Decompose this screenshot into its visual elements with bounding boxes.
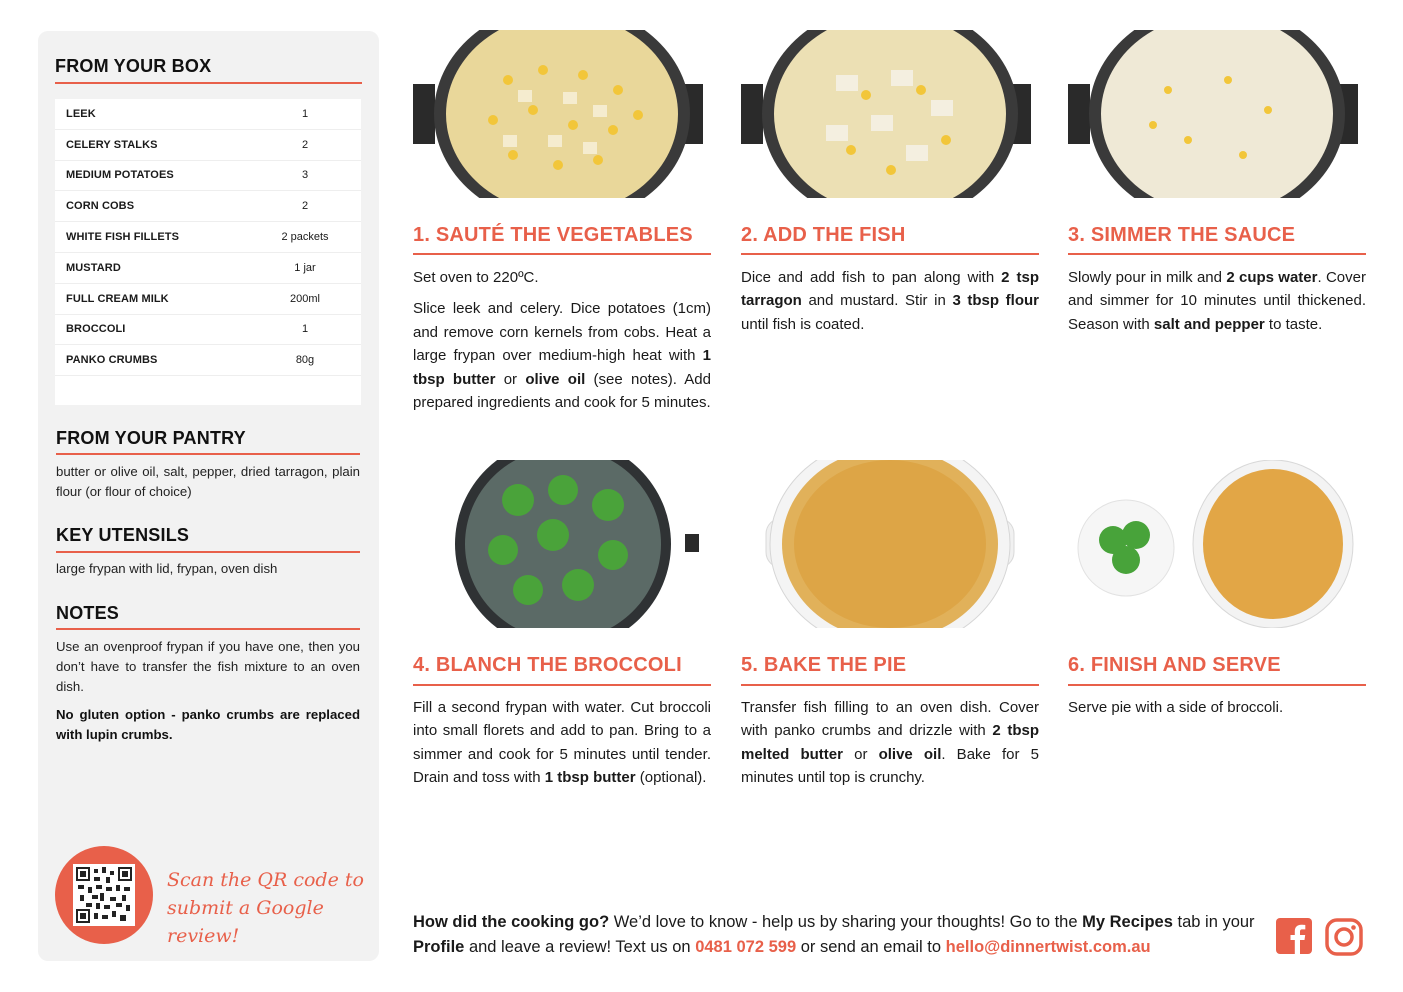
pantry-section-rule bbox=[56, 453, 360, 455]
my-recipes-link[interactable]: My Recipes bbox=[1082, 913, 1173, 931]
box-section-title: FROM YOUR BOX bbox=[55, 56, 212, 76]
step1-title: 1. SAUTÉ THE VEGETABLES bbox=[413, 224, 693, 246]
step4-rule bbox=[413, 684, 711, 686]
ingredient-qty: 1 bbox=[301, 323, 309, 336]
qr-code-icon bbox=[73, 864, 135, 926]
ingredient-row bbox=[55, 345, 361, 376]
feedback-question: How did the cooking go? bbox=[413, 913, 610, 931]
email-link[interactable]: hello@dinnertwist.com.au bbox=[945, 938, 1151, 956]
pantry-text: butter or olive oil, salt, pepper, dried tarragon, plain flour (or flour of choice) bbox=[56, 464, 360, 499]
utensils-section-title: KEY UTENSILS bbox=[56, 525, 190, 545]
ingredient-name: CORN COBS bbox=[66, 200, 135, 213]
utensils-section-rule bbox=[56, 551, 360, 553]
qr-caption-line1: Scan the QR code to bbox=[167, 869, 364, 891]
step5-text: Transfer fish filling to an oven dish. Cover with panko crumbs and drizzle with 2 tbsp melted butter or olive oil. Bake for 5 minutes until top is crunchy. bbox=[741, 699, 1039, 787]
gluten-note: No gluten option - panko crumbs are replaced with lupin crumbs. bbox=[56, 707, 360, 742]
ingredient-row bbox=[55, 222, 361, 253]
step3-photo bbox=[1068, 30, 1366, 198]
ingredient-qty: 2 bbox=[301, 138, 309, 151]
ingredient-qty: 200ml bbox=[290, 292, 320, 305]
ingredient-qty: 80g bbox=[295, 354, 315, 367]
step2-text: Dice and add fish to pan along with 2 tsp tarragon and mustard. Stir in 3 tbsp flour until fish is coated. bbox=[741, 269, 1039, 333]
pantry-section-title: FROM YOUR PANTRY bbox=[56, 428, 246, 448]
step6-rule bbox=[1068, 684, 1366, 686]
step6-text: Serve pie with a side of broccoli. bbox=[1068, 699, 1284, 716]
step1-instructions: Slice leek and celery. Dice potatoes (1cm) and remove corn kernels from cobs. Heat a large frypan over medium-high heat with 1 tbsp butter or olive oil (see notes). Add prepared ingredients and cook for 5 minutes. bbox=[413, 300, 711, 412]
phone-link[interactable]: 0481 072 599 bbox=[695, 938, 797, 956]
step6-title: 6. FINISH AND SERVE bbox=[1068, 654, 1281, 676]
ingredient-name: BROCCOLI bbox=[66, 323, 126, 336]
box-section-rule bbox=[55, 82, 362, 84]
step3-title: 3. SIMMER THE SAUCE bbox=[1068, 224, 1296, 246]
notes-text: Use an ovenproof frypan if you have one, then you don’t have to transfer the fish mixture to an oven dish. bbox=[56, 639, 360, 694]
instagram-icon[interactable] bbox=[1325, 918, 1363, 956]
ingredient-name: FULL CREAM MILK bbox=[66, 292, 169, 305]
step2-title: 2. ADD THE FISH bbox=[741, 224, 906, 246]
ingredient-qty: 3 bbox=[301, 169, 309, 182]
step2-rule bbox=[741, 253, 1039, 255]
ingredient-row bbox=[55, 130, 361, 161]
ingredient-qty: 1 bbox=[301, 107, 309, 120]
qr-badge[interactable] bbox=[55, 846, 153, 944]
ingredient-qty: 2 bbox=[301, 200, 309, 213]
ingredients-table bbox=[55, 99, 361, 405]
qr-caption-line2: submit a Google review! bbox=[167, 897, 324, 947]
ingredient-row bbox=[55, 161, 361, 192]
step5-photo bbox=[741, 460, 1039, 628]
notes-section-title: NOTES bbox=[56, 603, 120, 623]
ingredient-row bbox=[55, 315, 361, 346]
notes-section-rule bbox=[56, 628, 360, 630]
step3-text: Slowly pour in milk and 2 cups water. Cover and simmer for 10 minutes until thickened. Season with salt and pepper to taste. bbox=[1068, 269, 1366, 333]
ingredient-name: MEDIUM POTATOES bbox=[66, 169, 174, 182]
step5-rule bbox=[741, 684, 1039, 686]
facebook-icon[interactable] bbox=[1276, 918, 1314, 956]
ingredient-name: CELERY STALKS bbox=[66, 138, 158, 151]
qr-caption bbox=[167, 866, 367, 950]
profile-link[interactable]: Profile bbox=[413, 938, 465, 956]
step1-oven: Set oven to 220ºC. bbox=[413, 269, 539, 286]
ingredient-row bbox=[55, 191, 361, 222]
ingredient-row bbox=[55, 253, 361, 284]
ingredient-row bbox=[55, 99, 361, 130]
step1-rule bbox=[413, 253, 711, 255]
step1-text bbox=[413, 266, 711, 422]
ingredient-qty: 2 packets bbox=[281, 231, 329, 244]
ingredient-name: LEEK bbox=[66, 107, 96, 120]
ingredient-name: MUSTARD bbox=[66, 261, 121, 274]
ingredient-row bbox=[55, 284, 361, 315]
step4-text: Fill a second frypan with water. Cut broccoli into small florets and add to pan. Bring to a simmer and cook for 5 minutes until tender. Drain and toss with 1 tbsp butter (optional). bbox=[413, 699, 711, 787]
ingredient-name: WHITE FISH FILLETS bbox=[66, 231, 180, 244]
step4-photo bbox=[413, 460, 711, 628]
step1-photo bbox=[413, 30, 711, 198]
step5-title: 5. BAKE THE PIE bbox=[741, 654, 907, 676]
step4-title: 4. BLANCH THE BROCCOLI bbox=[413, 654, 682, 676]
ingredient-name: PANKO CRUMBS bbox=[66, 354, 158, 367]
feedback-footer: How did the cooking go? We’d love to know - help us by sharing your thoughts! Go to the My Recipes tab in your Profile and leave a review! Text us on 0481 072 599 or send an email to hello@dinnertwist.com.au bbox=[413, 913, 1255, 956]
step3-rule bbox=[1068, 253, 1366, 255]
step6-photo bbox=[1068, 460, 1366, 628]
utensils-text: large frypan with lid, frypan, oven dish bbox=[56, 561, 278, 576]
ingredient-qty: 1 jar bbox=[294, 261, 316, 274]
step2-photo bbox=[741, 30, 1039, 198]
